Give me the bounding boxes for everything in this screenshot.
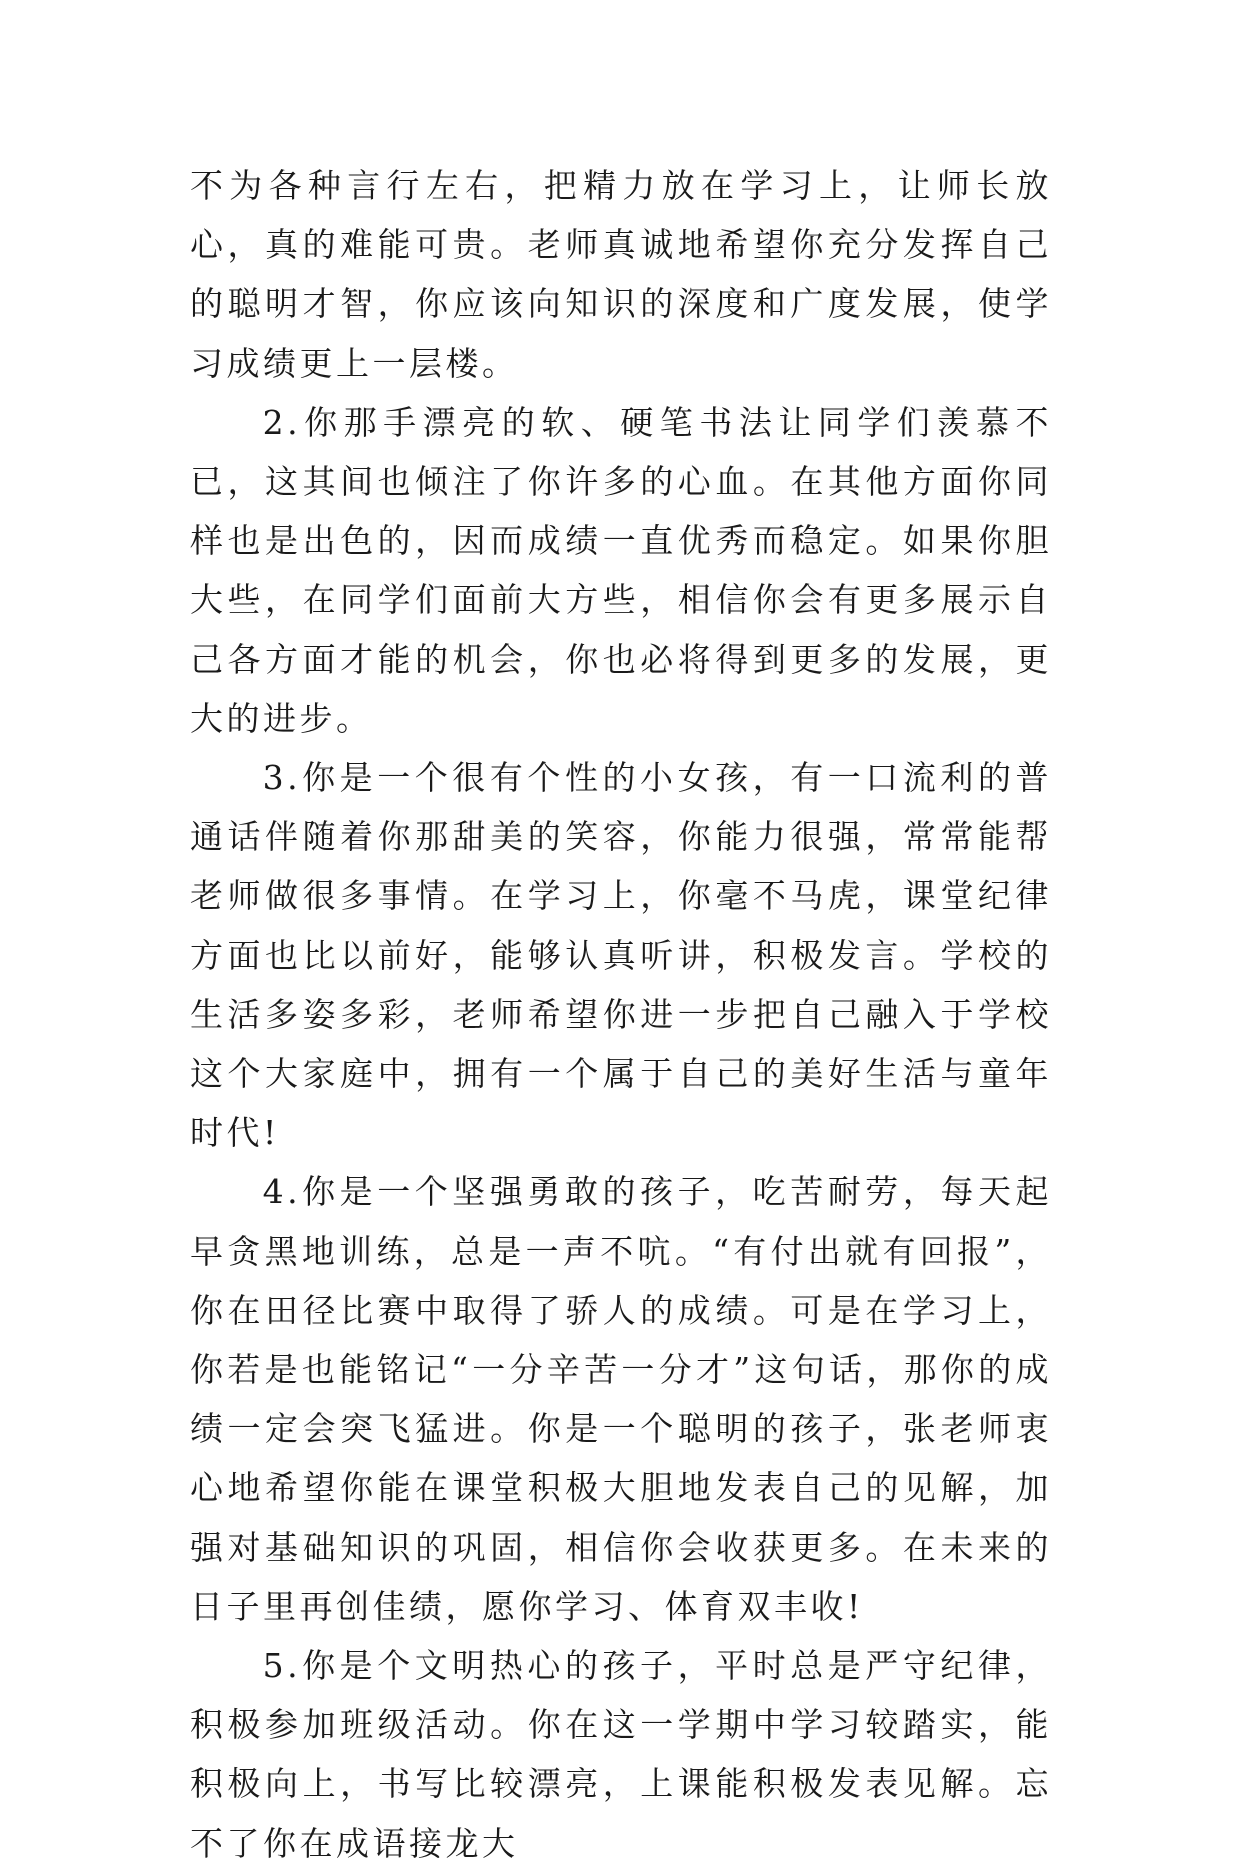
paragraph-continuation: 不为各种言行左右，把精力放在学习上，让师长放心，真的难能可贵。老师真诚地希望你充分发挥自己的聪明才智，你应该向知识的深度和广度发展，使学习成绩更上一层楼。 (190, 166, 1052, 383)
paragraph-comment-5: 5.你是个文明热心的孩子，平时总是严守纪律，积极参加班级活动。你在这一学期中学习较踏实，能积极向上，书写比较漂亮，上课能积极发表见解。忘不了你在成语接龙大 (190, 1646, 1052, 1863)
paragraph-comment-2: 2.你那手漂亮的软、硬笔书法让同学们羡慕不已，这其间也倾注了你许多的心血。在其他方面你同样也是出色的，因而成绩一直优秀而稳定。如果你胆大些，在同学们面前大方些，相信你会有更多展示自己各方面才能的机会，你也必将得到更多的发展，更大的进步。 (190, 402, 1052, 738)
paragraph-comment-4: 4.你是一个坚强勇敢的孩子，吃苦耐劳，每天起早贪黑地训练，总是一声不吭。“有付出就有回报”，你在田径比赛中取得了骄人的成绩。可是在学习上，你若是也能铭记“一分辛苦一分才”这句话，那你的成绩一定会突飞猛进。你是一个聪明的孩子，张老师衷心地希望你能在课堂积极大胆地发表自己的见解，加强对基础知识的巩固，相信你会收获更多。在未来的日子里再创佳绩，愿你学习、体育双丰收! (190, 1172, 1052, 1626)
document-page (190, 156, 1052, 1873)
paragraph-comment-3: 3.你是一个很有个性的小女孩，有一口流利的普通话伴随着你那甜美的笑容，你能力很强，常常能帮老师做很多事情。在学习上，你毫不马虎，课堂纪律方面也比以前好，能够认真听讲，积极发言。学校的生活多姿多彩，老师希望你进一步把自己融入于学校这个大家庭中，拥有一个属于自己的美好生活与童年时代! (190, 758, 1052, 1153)
